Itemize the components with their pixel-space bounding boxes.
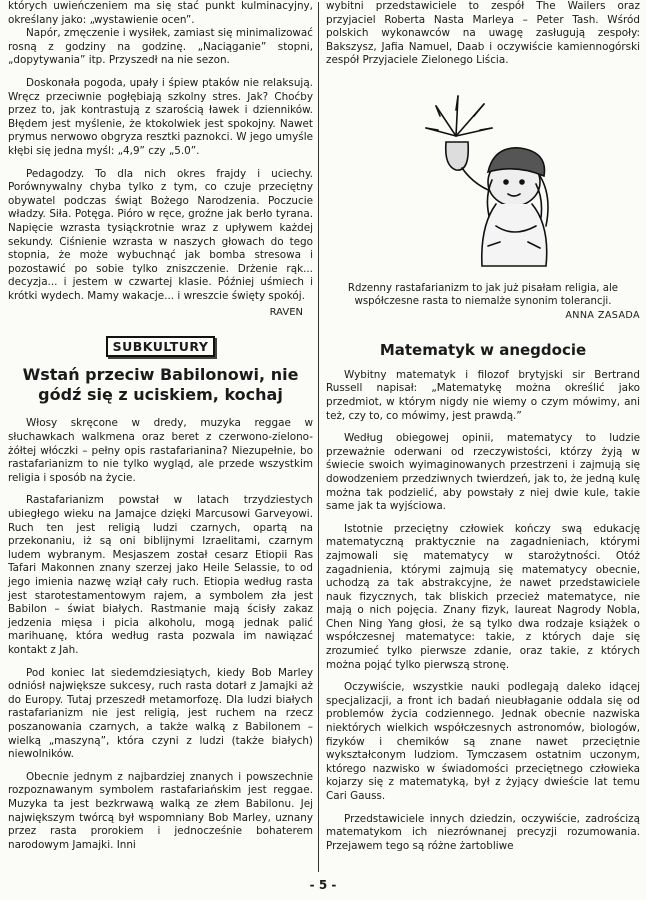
rasta-paragraph-2: Rastafarianizm powstał w latach trzydziestych ubiegłego wieku na Jamajce dzięki Marcusowi Garveyowi. Ruch ten jest religią ludzi czarnych, opartą na przekonaniu, iż są oni biblijnymi Izraelitami, czarnym ludem wybranym. Mesjaszem został cesarz Etiopii Ras Tafari Makonnen znany szerzej jako Heile Selassie, to od jego imienia nazwę wziął cały ruch. Etiopia według rasta jest starotestamentowym rajem, a symbolem zła jest Babilon – świat białych. Rastmanie mają ścisły zakaz jedzenia mięsa i picia alkoholu, mogą jednak palić marihuanę, która według rasta pozwala im nawiązać kontakt z Jah.	[8, 494, 313, 656]
page-number: - 5 -	[309, 878, 337, 892]
section-label-wrap	[8, 336, 313, 357]
rastafarian-illustration	[396, 76, 566, 280]
rasta-paragraph-1: Włosy skręcone w dredy, muzyka reggae w słuchawkach walkmena oraz beret z czerwono-zielono-żółtej włóczki – pełny opis rastafarianina? Niezupełnie, bo rastafarianizm to nie tylko wygląd, ale przede wszystkim religia i sposób na życie.	[8, 417, 313, 484]
intro-paragraph-2: Napór, zmęczenie i wysiłek, zamiast się minimalizować rosną z godziny na godzinę. „Naciąganie” stopni, „dopytywania” itp. Przyszedł na nie sezon.	[8, 27, 313, 67]
illustration-caption: Rdzenny rastafarianizm to jak już pisałam religia, ale współczesne rasta to niemalże synonim tolerancji.	[347, 282, 619, 308]
right-column	[326, 0, 640, 853]
section-label: SUBKULTURY	[106, 336, 216, 357]
column-divider	[318, 2, 319, 872]
intro-paragraph-3: Doskonała pogoda, upały i śpiew ptaków nie relaksują. Wręcz przeciwnie pogłębiają szkolny stres. Jak? Choćby przez to, jak kontrastują z szarością ławek i dzienników. Błędem jest myślenie, że ktokolwiek jest spokojny. Nawet prymus nerwowo obgryza resztki paznokci. W jego umyśle kłębi się jedna myśl: „4,9” czy „5.0”.	[8, 76, 313, 157]
article-title-math: Matematyk w anegdocie	[379, 340, 587, 359]
intro-paragraph-4: Pedagodzy. To dla nich okres frajdy i uciechy. Porównywalny chyba tylko z tym, co czuje przeciętny obywatel podczas świąt Bożego Narodzenia. Poczucie władzy. Siła. Potęga. Pióro w ręce, groźne jak berło tyrana. Napięcie wzrasta tysiąckrotnie wraz z upływem każdej sekundy. Ciśnienie wzrasta w naszych głowach do tego stopnia, że może wybuchnąć jak bomba stresowa i pozostawić po sobie tylko zniszczenie. Drżenie rąk... decyzja... i jestem w czwartej klasie. Później uśmiech i krótki wydech. Mamy wakacje... i wreszcie święty spokój.	[8, 167, 313, 302]
math-paragraph-5: Przedstawiciele innych dziedzin, oczywiście, zadrościzą matematykom ich niezrównanej precyzji rozumowania. Przejawem tego są różne żartobliwe	[326, 812, 640, 852]
illustration-wrap	[326, 76, 640, 282]
left-column	[8, 0, 313, 852]
signature-raven: RAVEN	[269, 307, 303, 319]
author-anna-zasada: ANNA ZASADA	[565, 309, 640, 321]
rasta-paragraph-4: Obecnie jednym z najbardziej znanych i powszechnie rozpoznawanym symbolem rastafariańskim jest reggae. Muzyka ta jest bezkrwawą walką ze złem Babilonu. Jej największym twórcą był wspomniany Bob Marley, uznany przez rasta prorokiem i jednocześnie bohaterem narodowym Jamajki. Inni	[8, 770, 313, 851]
math-paragraph-2: Według obiegowej opinii, matematycy to ludzie przeważnie oderwani od rzeczywistości, którzy żyją w świecie swoich wyimaginowanych przestrzeni i zajmują się dowodzeniem przedziwnych twierdzeń, jak to, że jedną kulę można tak podzielić, aby powstały z niej dwie kule, takie same jak ta wyjściowa.	[326, 432, 640, 513]
intro-paragraph-1: których uwieńczeniem ma się stać punkt kulminacyjny, określany jako: „wystawienie ocen”.	[8, 0, 313, 26]
math-paragraph-1: Wybitny matematyk i filozof brytyjski sir Bertrand Russell napisał: „Matematykę można określić jako przedmiot, w którym nigdy nie wiemy o czym mówimy, ani też, czy to, co mówimy, jest prawdą.”	[326, 368, 640, 422]
article-title-rasta: Wstań przeciw Babilonowi, nie gódź się z uciskiem, kochaj	[22, 365, 299, 405]
rasta-continuation-paragraph: wybitni przedstawiciele to zespół The Wailers oraz przyjaciel Roberta Nasta Marleya – Peter Tash. Wśród polskich wykonawców na uwagę zasługują zespoły: Bakszysz, Jafia Namuel, Daab i oczywiście kamiennogórski zespół Przyjaciele Zielonego Liścia.	[326, 0, 640, 67]
body	[482, 204, 547, 266]
math-paragraph-3: Istotnie przeciętny człowiek kończy swą edukację matematyczną praktycznie na zagadnieniach, którymi zajmowali się matematycy w starożytności. Otóż zagadnienia, którymi zajmują się matematycy obecnie, uchodzą za tak abstrakcyjne, że nawet przedstawiciele nauk fizycznych, tak bliskich przecież matematyce, nie mają o nich pojęcia. Znany fizyk, laureat Nagrody Nobla, Chen Ning Yang głosi, że są tylko dwa rodzaje książek o współczesnej matematyce: takie, z których daje się zrozumieć tylko pierwsze zdanie, oraz takie, z których można pojąć tylko pierwszą stronę.	[326, 522, 640, 671]
rasta-paragraph-3: Pod koniec lat siedemdziesiątych, kiedy Bob Marley odniósł największe sukcesy, ruch rasta dotarł z Jamajki aż do Europy. Tutaj przeszedł metamorfozę. Dla ludzi białych rastafarianizm nie jest religią, jest ruchem na rzecz poszanowania czarnych, a także walką z Babilonem – wielką „maszyną”, która czyni z ludzi (także białych) niewolników.	[8, 666, 313, 761]
math-paragraph-4: Oczywiście, wszystkie nauki podlegają daleko idącej specjalizacji, a front ich badań nieubłaganie oddala się od problemów życia codziennego. Jednak obecnie nazwiska niektórych wielkich współczesnych astronomów, biologów, fizyków i chemików są znane nawet przeciętnie wykształconym ludziom. Tymczasem ostatnim uczonym, którego nazwisko w świadomości przeciętnego człowieka kojarzy się z matematyką, był z żyjący dwieście lat temu Cari Gauss.	[326, 681, 640, 802]
pipe-bowl	[446, 142, 469, 170]
